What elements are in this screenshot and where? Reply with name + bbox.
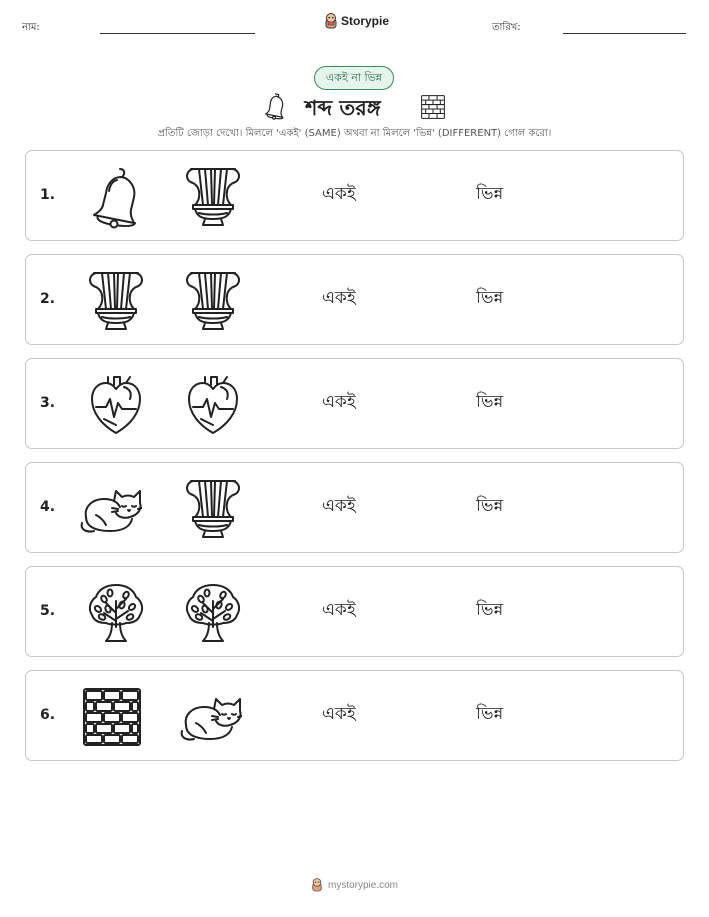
- cat-icon: [78, 477, 142, 541]
- storypie-mascot-icon: [311, 878, 323, 892]
- page-title: শব্দ তরঙ্গ: [305, 96, 381, 120]
- lyre-icon: [181, 477, 245, 541]
- footer: [0, 878, 709, 892]
- item-number: 3.: [40, 395, 56, 411]
- item-number: 5.: [40, 603, 56, 619]
- item-number: 2.: [40, 291, 56, 307]
- same-option[interactable]: একই: [322, 184, 356, 204]
- heart-icon: [181, 373, 245, 437]
- name-field[interactable]: [100, 33, 255, 34]
- different-option[interactable]: ভিন্ন: [476, 184, 504, 204]
- exercise-row-6: [25, 670, 684, 761]
- worksheet-type-badge: একই না ভিন্ন: [314, 66, 394, 90]
- exercise-row-2: [25, 254, 684, 345]
- different-option[interactable]: ভিন্ন: [476, 392, 504, 412]
- different-option[interactable]: ভিন্ন: [476, 288, 504, 308]
- different-option[interactable]: ভিন্ন: [476, 600, 504, 620]
- item-number: 6.: [40, 707, 56, 723]
- cat-icon: [178, 685, 242, 749]
- bell-icon: [84, 165, 148, 229]
- same-option[interactable]: একই: [322, 496, 356, 516]
- exercise-row-3: [25, 358, 684, 449]
- different-option[interactable]: ভিন্ন: [476, 496, 504, 516]
- tree-icon: [84, 581, 148, 645]
- same-option[interactable]: একই: [322, 600, 356, 620]
- tree-icon: [181, 581, 245, 645]
- exercise-row-5: [25, 566, 684, 657]
- same-option[interactable]: একই: [322, 704, 356, 724]
- lyre-icon: [181, 269, 245, 333]
- different-option[interactable]: ভিন্ন: [476, 704, 504, 724]
- brick-wall-icon: [420, 94, 446, 124]
- item-number: 1.: [40, 187, 56, 203]
- brand-logo: [324, 13, 389, 29]
- same-option[interactable]: একই: [322, 392, 356, 412]
- lyre-icon: [181, 165, 245, 229]
- heart-icon: [84, 373, 148, 437]
- date-field[interactable]: [563, 33, 686, 34]
- brick-wall-icon: [80, 685, 144, 749]
- item-number: 4.: [40, 499, 56, 515]
- title-row: [0, 90, 709, 122]
- footer-site-link[interactable]: mystorypie.com: [327, 879, 398, 891]
- date-label: তারিখ:: [492, 22, 521, 33]
- instructions: প্রতিটি জোড়া দেখো। মিললে 'একই' (SAME) অথবা না মিললে 'ভিন্ন' (DIFFERENT) গোল করো।: [157, 128, 552, 139]
- exercise-row-4: [25, 462, 684, 553]
- lyre-icon: [84, 269, 148, 333]
- storypie-mascot-icon: [324, 13, 338, 29]
- same-option[interactable]: একই: [322, 288, 356, 308]
- name-label: নাম:: [22, 22, 40, 33]
- exercise-row-1: [25, 150, 684, 241]
- bell-icon: [260, 90, 290, 126]
- brand-name: Storypie: [341, 14, 390, 28]
